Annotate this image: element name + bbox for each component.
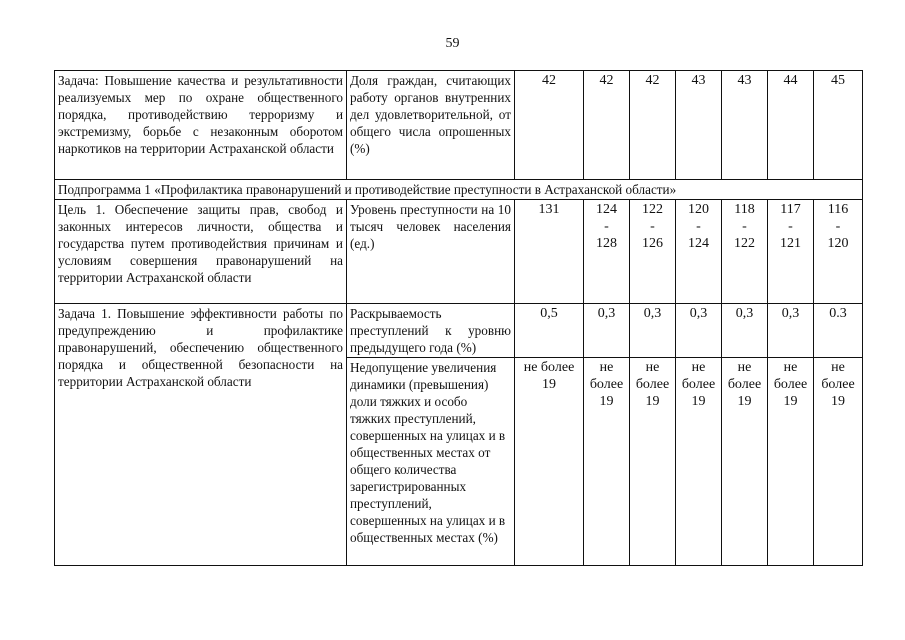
value-cell: не более 19 bbox=[515, 358, 584, 566]
value-cell: 45 bbox=[814, 71, 863, 180]
value-cell: не более 19 bbox=[814, 358, 863, 566]
indicators-table bbox=[54, 70, 863, 566]
subprogram-title: Подпрограмма 1 «Профилактика правонарушений и противодействие преступности в Астраханской области» bbox=[55, 180, 863, 200]
indicator-cell: Раскрываемость преступлений к уровню предыдущего года (%) bbox=[347, 304, 515, 358]
value-cell: 116 - 120 bbox=[814, 200, 863, 304]
value-cell: 0,3 bbox=[630, 304, 676, 358]
table-row bbox=[55, 180, 863, 200]
value-cell: 0.3 bbox=[814, 304, 863, 358]
value-cell: 117 - 121 bbox=[768, 200, 814, 304]
value-cell: 0,3 bbox=[676, 304, 722, 358]
indicator-cell: Недопущение увеличения динамики (превышения) доли тяжких и особо тяжких преступлений, совершенных на улицах и в общественных местах от общего количества зарегистрированных преступлений, совершенных на улицах и в общественных местах (%) bbox=[347, 358, 515, 566]
value-cell: 44 bbox=[768, 71, 814, 180]
value-cell: 120 - 124 bbox=[676, 200, 722, 304]
table-row bbox=[55, 200, 863, 304]
goal-cell: Задача: Повышение качества и результативности реализуемых мер по охране общественного порядка, противодействию терроризму и экстремизму, борьбе с незаконным оборотом наркотиков на территории Астраханской области bbox=[55, 71, 347, 180]
value-cell: 42 bbox=[584, 71, 630, 180]
indicator-cell: Уровень преступности на 10 тысяч человек населения (ед.) bbox=[347, 200, 515, 304]
value-cell: 43 bbox=[722, 71, 768, 180]
value-cell: 0,5 bbox=[515, 304, 584, 358]
value-cell: 0,3 bbox=[722, 304, 768, 358]
goal-cell: Задача 1. Повышение эффективности работы по предупреждению и профилактике правонарушений, обеспечению общественного порядка и общественной безопасности на территории Астраханской области bbox=[55, 304, 347, 566]
value-cell: не более 19 bbox=[768, 358, 814, 566]
value-cell: 42 bbox=[630, 71, 676, 180]
value-cell: 118 - 122 bbox=[722, 200, 768, 304]
table-row bbox=[55, 71, 863, 180]
value-cell: 43 bbox=[676, 71, 722, 180]
value-cell: 122 - 126 bbox=[630, 200, 676, 304]
value-cell: 42 bbox=[515, 71, 584, 180]
value-cell: 0,3 bbox=[768, 304, 814, 358]
value-cell: не более 19 bbox=[722, 358, 768, 566]
value-cell: 131 bbox=[515, 200, 584, 304]
indicator-cell: Доля граждан, считающих работу органов внутренних дел удовлетворительной, от общего числа опрошенных (%) bbox=[347, 71, 515, 180]
value-cell: не более 19 bbox=[676, 358, 722, 566]
value-cell: не более 19 bbox=[630, 358, 676, 566]
value-cell: 124 - 128 bbox=[584, 200, 630, 304]
goal-cell: Цель 1. Обеспечение защиты прав, свобод и законных интересов личности, общества и государства путем противодействия причинам и условиям совершения правонарушений на территории Астраханской области bbox=[55, 200, 347, 304]
table-row bbox=[55, 304, 863, 358]
value-cell: 0,3 bbox=[584, 304, 630, 358]
page-number: 59 bbox=[445, 36, 460, 51]
value-cell: не более 19 bbox=[584, 358, 630, 566]
